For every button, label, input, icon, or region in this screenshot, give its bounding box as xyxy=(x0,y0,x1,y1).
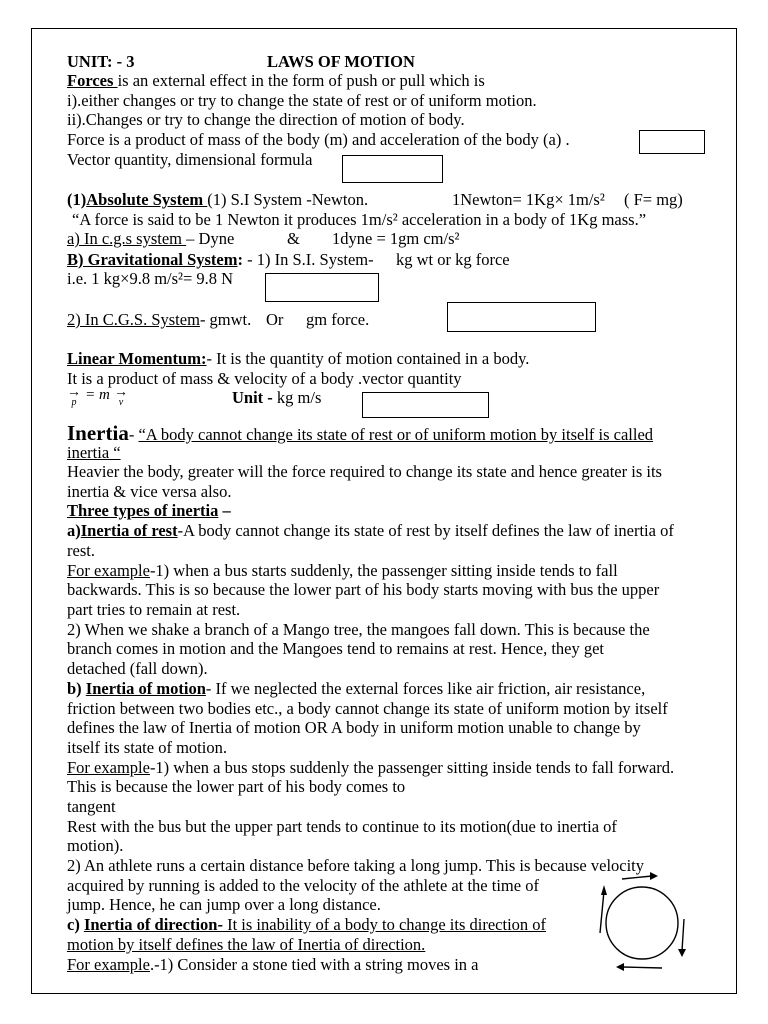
inertia-types-heading xyxy=(67,501,231,520)
inertia-desc-1: Heavier the body, greater will the force required to change its state and hence greater is its xyxy=(67,462,662,481)
inertia-quote-2: inertia “ xyxy=(67,443,121,462)
rest-definition xyxy=(67,521,674,540)
rest-ex1-1: -1) when a bus starts suddenly, the passenger sitting inside tends to fall xyxy=(149,561,618,580)
gravitational-colon: : xyxy=(237,250,243,269)
answer-box-3 xyxy=(265,273,379,302)
arrow-p: → xyxy=(67,385,81,400)
direction-example-label: For example xyxy=(67,955,150,974)
cgs-dyne xyxy=(67,229,234,248)
tangent-line-right xyxy=(682,919,684,951)
forces-point-2: ii).Changes or try to change the direction of motion of body. xyxy=(67,110,465,129)
tangent-arrow-top xyxy=(650,872,658,880)
types-heading: Three types of inertia xyxy=(67,501,219,520)
gravitational-cgs-label: 2) In C.G.S. System xyxy=(67,310,200,329)
rest-example-1 xyxy=(67,561,618,580)
motion-example-label: For example xyxy=(67,758,150,777)
gravitational-si: - 1) In S.I. System- xyxy=(243,250,374,269)
forces-definition xyxy=(67,71,485,90)
motion-def-2: friction between two bodies etc., a body cannot change its state of uniform motion by itself xyxy=(67,699,668,718)
gravitational-cgs-line xyxy=(67,310,251,329)
rest-ex1-2: backwards. This is so because the lower part of his body starts moving with bus the upper xyxy=(67,580,660,599)
absolute-term: Absolute System xyxy=(86,190,208,209)
rest-def-2: rest. xyxy=(67,541,95,560)
motion-definition xyxy=(67,679,645,698)
forces-vector: Vector quantity, dimensional formula xyxy=(67,150,313,169)
motion-ex1-3: Rest with the bus but the upper part tends to continue to its motion(due to inertia of xyxy=(67,817,617,836)
dyne-definition: 1dyne = 1gm cm/s² xyxy=(332,229,460,248)
rest-ex2-1: 2) When we shake a branch of a Mango tree, the mangoes fall down. This is because the xyxy=(67,620,650,639)
answer-box-5 xyxy=(362,392,489,418)
gravitational-si-unit: kg wt or kg force xyxy=(396,250,510,269)
direction-term: Inertia of direction- xyxy=(83,915,223,934)
forces-term: Forces xyxy=(67,71,118,90)
force-mg: ( F= mg) xyxy=(624,190,683,209)
motion-ex1-1: -1) when a bus stops suddenly the passenger sitting inside tends to fall forward. xyxy=(149,758,675,777)
vector-p xyxy=(67,385,81,408)
tangent-arrow-bottom xyxy=(616,963,624,971)
gravitational-system-line xyxy=(67,250,374,269)
unit-value: kg m/s xyxy=(276,388,322,407)
momentum-text: - It is the quantity of motion contained in a body. xyxy=(206,349,530,368)
motion-term: Inertia of motion xyxy=(85,679,206,698)
rest-ex2-2: branch comes in motion and the Mangoes tend to remains at rest. Hence, they get xyxy=(67,639,605,658)
unit-label: UNIT: - 3 xyxy=(67,52,135,71)
tangent-arrow-left xyxy=(601,885,607,895)
rest-def-1: -A body cannot change its state of rest by itself defines the law of inertia of xyxy=(177,521,674,540)
answer-box-4 xyxy=(447,302,596,332)
motion-ex2-3: jump. Hence, he can jump over a long distance. xyxy=(67,895,381,914)
motion-def-4: itself its state of motion. xyxy=(67,738,227,757)
circle-path xyxy=(606,887,678,959)
direction-def-1: It is inability of a body to change its direction of xyxy=(222,915,547,934)
forces-text: is an external effect in the form of push or pull which is xyxy=(117,71,485,90)
newton-definition: 1Newton= 1Kg× 1m/s² xyxy=(452,190,605,209)
answer-box-2 xyxy=(342,155,443,183)
absolute-system-line xyxy=(67,190,368,209)
motion-ex2-1: 2) An athlete runs a certain distance before taking a long jump. This is because velocity xyxy=(67,856,645,875)
inertia-quote-1: “A body cannot change its state of rest or of uniform motion by itself is called xyxy=(138,425,654,444)
tangent-line-bottom xyxy=(622,967,662,968)
cgs-unit: – Dyne xyxy=(186,229,235,248)
tangent-line-top xyxy=(622,876,652,879)
rest-ex1-3: part tries to remain at rest. xyxy=(67,600,241,619)
ampersand: & xyxy=(287,229,300,248)
gravitational-gm-force: gm force. xyxy=(306,310,370,329)
inertia-desc-2: inertia & vice versa also. xyxy=(67,482,232,501)
absolute-label: (1) xyxy=(67,190,87,209)
arrow-v: → xyxy=(113,385,128,400)
vector-v xyxy=(113,385,128,408)
gravitational-or: Or xyxy=(266,310,284,329)
circular-motion-diagram xyxy=(592,871,702,971)
rest-example-label: For example xyxy=(67,561,150,580)
unit-label-text: Unit - xyxy=(232,388,277,407)
momentum-product: It is a product of mass & velocity of a body .vector quantity xyxy=(67,369,462,388)
motion-label: b) xyxy=(67,679,86,698)
rest-label: a) xyxy=(67,521,81,540)
motion-ex2-2: acquired by running is added to the velocity of the athlete at the time of xyxy=(67,876,539,895)
document-page xyxy=(31,28,737,994)
momentum-unit xyxy=(232,388,321,407)
types-dash: – xyxy=(218,501,231,520)
absolute-si: (1) S.I System -Newton. xyxy=(207,190,369,209)
inertia-term: Inertia xyxy=(67,421,129,445)
gravitational-ie: i.e. 1 kg×9.8 m/s²= 9.8 N xyxy=(67,269,234,288)
gravitational-term: B) Gravitational System xyxy=(67,250,238,269)
formula-equals-m: = m xyxy=(85,387,110,403)
rest-term: Inertia of rest xyxy=(80,521,178,540)
motion-example-1 xyxy=(67,758,674,777)
page-title: LAWS OF MOTION xyxy=(267,52,415,71)
cgs-label: a) In c.g.s system xyxy=(67,229,187,248)
tangent-arrow-right xyxy=(678,949,686,957)
forces-point-1: i).either changes or try to change the state of rest or of uniform motion. xyxy=(67,91,537,110)
motion-ex1-4: motion). xyxy=(67,836,124,855)
forces-product: Force is a product of mass of the body (m) and acceleration of the body (a) . xyxy=(67,130,570,149)
newton-quote: “A force is said to be 1 Newton it produces 1m/s² acceleration in a body of 1Kg mass.” xyxy=(72,210,647,229)
direction-definition xyxy=(67,915,546,934)
direction-example xyxy=(67,955,479,974)
tangent-label: tangent xyxy=(67,797,116,816)
momentum-formula xyxy=(67,385,128,408)
motion-ex1-2: This is because the lower part of his body comes to xyxy=(67,777,406,796)
inertia-definition xyxy=(67,421,653,447)
motion-def-1: - If we neglected the external forces like air friction, air resistance, xyxy=(205,679,646,698)
gravitational-cgs-unit: - gmwt. xyxy=(199,310,252,329)
momentum-definition xyxy=(67,349,529,368)
answer-box-1 xyxy=(639,130,705,154)
rest-ex2-3: detached (fall down). xyxy=(67,659,208,678)
direction-ex1: .-1) Consider a stone tied with a string moves in a xyxy=(149,955,479,974)
symbol-v: v xyxy=(118,397,124,408)
direction-label: c) xyxy=(67,915,84,934)
inertia-dash: - xyxy=(128,425,139,444)
symbol-p: p xyxy=(71,397,77,408)
direction-def-2: motion by itself defines the law of Inertia of direction. xyxy=(67,935,426,954)
tangent-line-left xyxy=(600,891,604,933)
momentum-term: Linear Momentum: xyxy=(67,349,207,368)
motion-def-3: defines the law of Inertia of motion OR A body in uniform motion unable to change by xyxy=(67,718,641,737)
